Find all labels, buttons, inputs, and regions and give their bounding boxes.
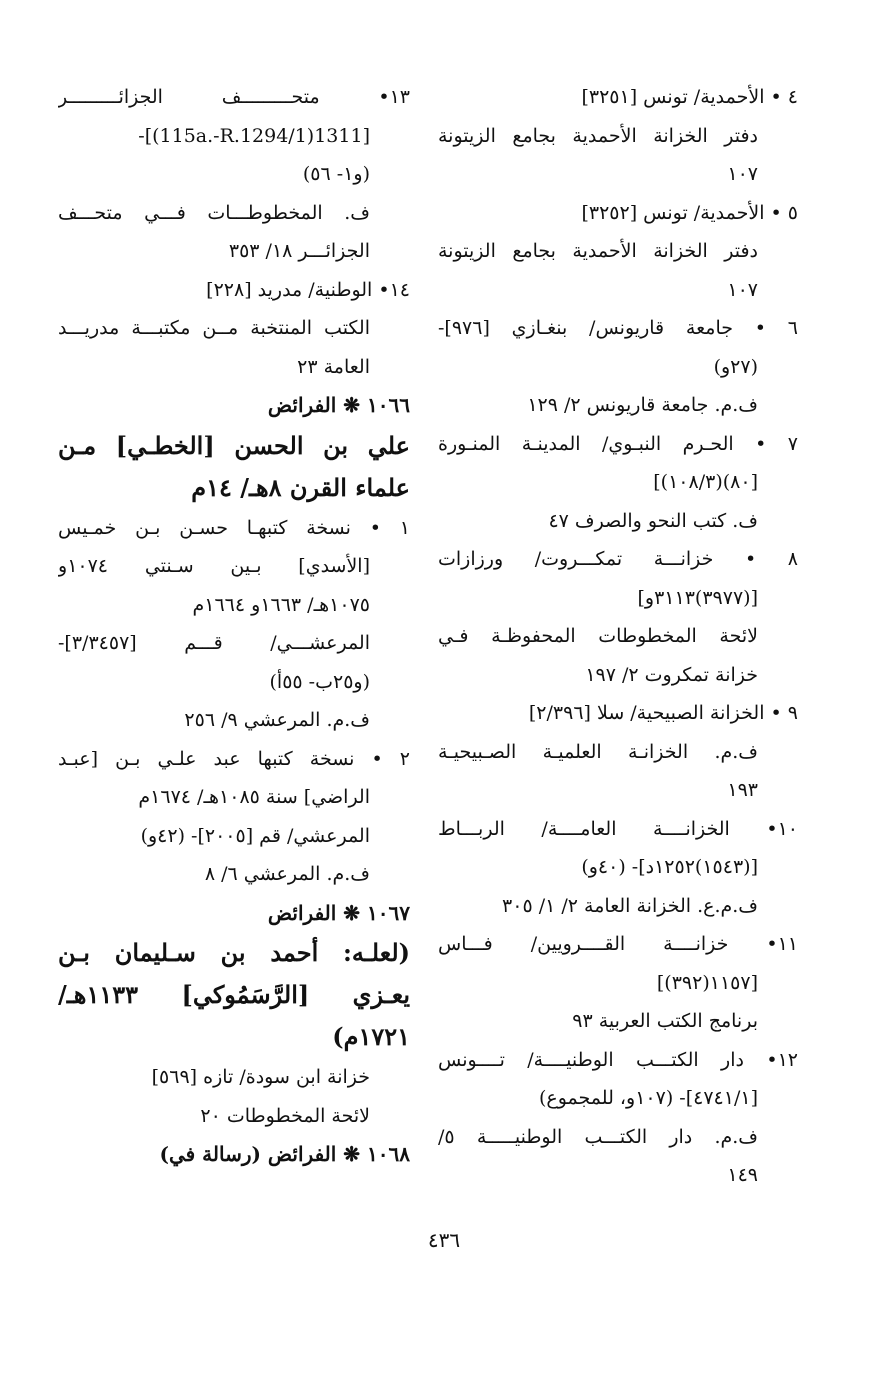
text-line: ١٠٧٥هـ/ ١٦٦٣و ١٦٦٤م	[192, 593, 370, 616]
text-line: ١١• خزانــــة القــــرويين/ فـــاس	[438, 933, 798, 955]
text-line: برنامج الكتب العربية ٩٣	[572, 1010, 758, 1032]
text-line: ١ • نسخة كتبهـا حسـن بـن خمـيس	[58, 516, 410, 539]
entry-heading: ١٠٦٧ ❋ الفرائض	[267, 900, 410, 925]
text-line: ٢ • نسخة كتبها عبد علـي بـن [عبـد	[58, 747, 410, 770]
right-column	[438, 78, 798, 1195]
text-line: دفتر الخزانة الأحمدية بجامع الزيتونة	[438, 124, 758, 147]
text-line: [1311(115a.-R.1294/1)]-	[138, 124, 370, 147]
text-line: [(٣٩٧٧)٣١١٣و]	[637, 586, 758, 609]
author-line: (لعلـه: أحمد بن سـليمان بـن	[58, 938, 410, 967]
text-line: [الأسدي] بـين سـنتي ١٠٧٤و	[58, 555, 370, 577]
text-line: [٨٠)(١٠٨/٣)]	[653, 471, 758, 493]
page-number: ٤٣٦	[427, 1228, 461, 1252]
author-line: ١٧٢١م)	[332, 1022, 410, 1051]
text-line: ف.م. المرعشي ٦/ ٨	[204, 863, 370, 885]
text-line: ١٤٩	[727, 1164, 758, 1186]
text-line: ١٠٧	[727, 278, 758, 301]
text-line: ف.م. دار الكتـــب الوطنيـــــة ٥/	[438, 1125, 758, 1148]
text-line: العامة ٢٣	[297, 355, 370, 378]
text-line: خزانة ابن سودة/ تازه [٥٦٩]	[151, 1066, 370, 1088]
text-line: ف.م. المرعشي ٩/ ٢٥٦	[184, 709, 370, 731]
text-line: ٥ • الأحمدية/ تونس [٣٢٥٢]	[581, 201, 798, 224]
text-line: ١٠• الخزانــــة العامــــة/ الربـــاط	[438, 817, 798, 840]
text-line: ١٢• دار الكتـــب الوطنيــــة/ تــــونس	[438, 1048, 798, 1071]
text-line: ف.م. جامعة قاريونس ٢/ ١٢٩	[527, 394, 758, 416]
text-line: خزانة تمكروت ٢/ ١٩٧	[585, 663, 758, 686]
text-line: ف.م. الخزانـة العلميـة الصـبيحيـة	[438, 740, 758, 763]
text-line: الكتب المنتخبة مــن مكتبـــة مدريـــد	[58, 317, 370, 339]
text-line: ٤ • الأحمدية/ تونس [٣٢٥١]	[581, 86, 798, 108]
text-line: [١١٥٧(٣٩٢)]	[656, 971, 758, 994]
text-line: (و٢٥ب- ٥٥أ)	[269, 670, 370, 693]
left-column	[58, 78, 410, 1174]
text-line: ١٣• متحـــــــــف الجزائـــــــــر	[58, 86, 410, 108]
text-line: لائحة المخطوطات المحفوظـة فـي	[438, 625, 758, 647]
text-line: المرعشـــي/ قـــم [٣/٣٤٥٧]-	[58, 632, 370, 654]
text-line: الجزائـــر ١٨/ ٣٥٣	[228, 240, 370, 262]
text-line: ف.م.ع. الخزانة العامة ٢/ ١/ ٣٠٥	[502, 894, 758, 917]
author-line: علماء القرن ٨هـ/ ١٤م	[191, 472, 410, 502]
text-line: [٤٧٤١/١]- (١٠٧و، للمجموع)	[538, 1087, 758, 1109]
text-line: المرعشي/ قم [٢٠٠٥]- (٤٢و)	[140, 824, 370, 847]
text-line: ٧ • الحـرم النبـوي/ المدينـة المنـورة	[438, 432, 798, 455]
entry-heading: ١٠٦٨ ❋ الفرائض (رسالة في)	[159, 1142, 410, 1166]
author-line: يعـزي [الرَّسَمُوكي] ١١٣٣هـ/	[58, 980, 410, 1009]
text-line: لائحة المخطوطات ٢٠	[200, 1104, 370, 1127]
text-line: (٢٧و)	[713, 355, 758, 378]
text-line: [(١٥٤٣)١٢٥٢د]- (٤٠و)	[581, 856, 758, 878]
text-line: ١٠٧	[727, 163, 758, 185]
text-line: ٩ • الخزانة الصبيحية/ سلا [٢/٣٩٦]	[528, 702, 798, 724]
text-line: ف. كتب النحو والصرف ٤٧	[548, 509, 758, 532]
text-line: ١٤• الوطنية/ مدريد [٢٢٨]	[206, 278, 410, 301]
text-line: ف. المخطوطـــات فـــي متحـــف	[58, 201, 370, 224]
text-line: ٨ • خزانـــة تمكـــروت/ ورزازات	[438, 548, 798, 570]
text-line: (و١- ٥٦)	[302, 163, 370, 185]
text-line: ١٩٣	[727, 779, 758, 801]
text-line: دفتر الخزانة الأحمدية بجامع الزيتونة	[438, 240, 758, 262]
text-line: ٦ • جامعة قاريونس/ بنغـازي [٩٧٦]-	[438, 317, 798, 339]
author-line: علي بن الحسن [الخطـي] مـن	[58, 430, 410, 460]
entry-heading: ١٠٦٦ ❋ الفرائض	[267, 393, 410, 417]
text-line: الراضي] سنة ١٠٨٥هـ/ ١٦٧٤م	[138, 786, 370, 808]
